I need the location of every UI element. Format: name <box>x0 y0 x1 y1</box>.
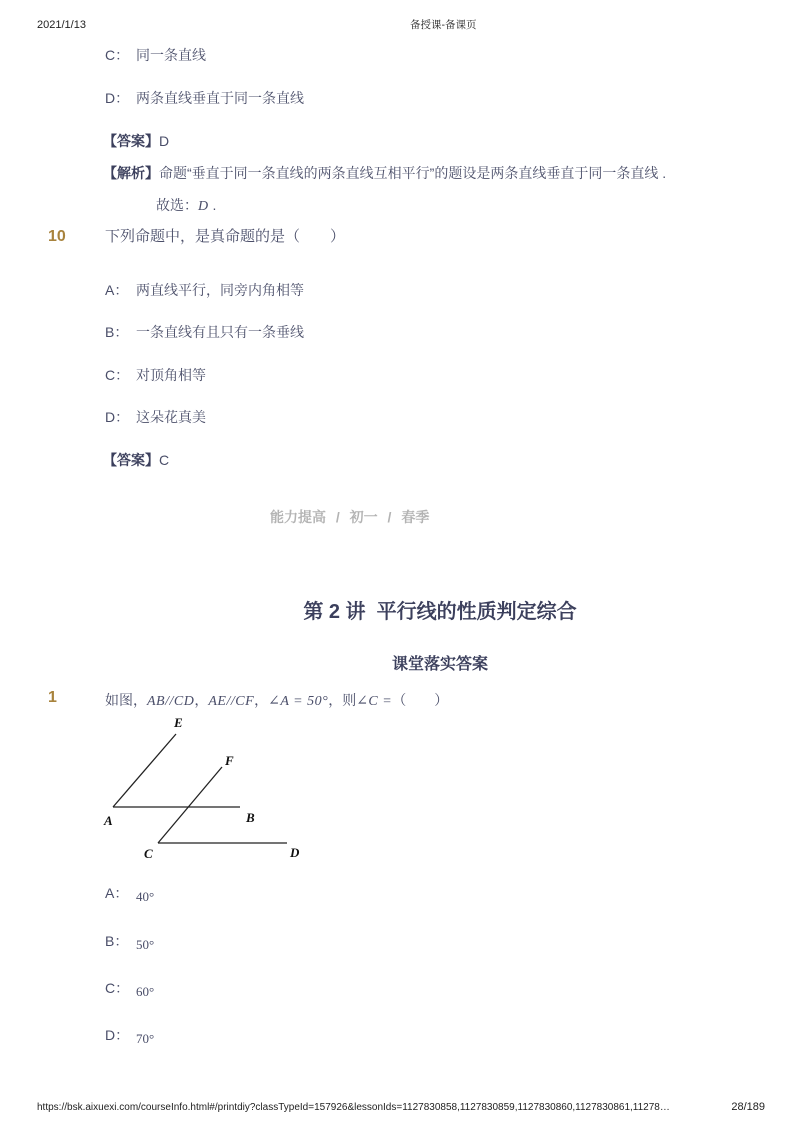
stem-math: ∠C = <box>356 694 393 709</box>
conclusion-prefix: 故选： <box>156 197 198 213</box>
option-letter: A： <box>105 282 129 298</box>
point-label-b: B <box>246 810 255 825</box>
stem-math: ∠A = 50° <box>268 694 329 709</box>
option-d <box>105 1026 154 1045</box>
point-label-c: C <box>144 846 153 861</box>
option-value: 70° <box>136 1031 155 1046</box>
option-letter: A： <box>105 885 129 901</box>
point-label-d: D <box>290 845 300 860</box>
lesson-subtitle: 课堂落实答案 <box>391 656 488 673</box>
option-letter: C： <box>105 367 130 383</box>
option-c <box>105 46 206 64</box>
option-c <box>105 366 206 384</box>
stem-math: AB//CD <box>147 694 195 709</box>
point-label-e: E <box>174 715 183 730</box>
question-stem: 下列命题中，是真命题的是（ ） <box>105 228 346 245</box>
stem-text: （ ） <box>392 692 449 708</box>
option-letter: D： <box>105 1027 130 1043</box>
analysis-label: 【解析】 <box>103 165 159 181</box>
option-c <box>105 979 154 998</box>
option-text: 同一条直线 <box>136 47 206 63</box>
option-letter: D： <box>105 409 130 425</box>
print-url: https://bsk.aixuexi.com/courseInfo.html#/printdiy?classTypeId=157926&lessonIds=1127830858,1127830859,1127830860,1127830861,11278… <box>37 1102 670 1113</box>
option-b <box>105 323 304 341</box>
option-text: 对顶角相等 <box>136 367 206 383</box>
line-cf <box>158 767 222 843</box>
answer-line <box>103 451 169 469</box>
option-a <box>105 884 154 903</box>
answer-value: D <box>159 133 170 149</box>
option-text: 这朵花真美 <box>136 409 206 425</box>
option-text: 两条直线垂直于同一条直线 <box>136 90 304 106</box>
analysis-text: 命题“垂直于同一条直线的两条直线互相平行”的题设是两条直线垂直于同一条直线 . <box>159 165 667 181</box>
conclusion-line <box>156 196 216 216</box>
print-page-title: 备授课-备课页 <box>410 19 477 31</box>
conclusion-letter: D <box>198 199 209 214</box>
question-number: 10 <box>48 228 66 245</box>
stem-text: ， <box>194 692 209 708</box>
answer-label: 【答案】 <box>103 133 159 149</box>
answer-value: C <box>159 452 170 468</box>
option-d <box>105 89 304 107</box>
question-number: 1 <box>48 689 57 706</box>
answer-line <box>103 132 169 150</box>
option-value: 40° <box>136 889 155 904</box>
stem-text: 如图， <box>105 692 147 708</box>
stem-math: AE//CF <box>208 694 255 709</box>
option-letter: D： <box>105 90 130 106</box>
option-text: 一条直线有且只有一条垂线 <box>136 324 304 340</box>
question-stem <box>105 691 448 711</box>
line-ae <box>113 734 176 807</box>
option-d <box>105 408 206 426</box>
print-date: 2021/1/13 <box>37 19 86 31</box>
option-letter: C： <box>105 47 130 63</box>
option-value: 60° <box>136 984 155 999</box>
stem-text: ，则 <box>328 692 357 708</box>
option-text: 两直线平行，同旁内角相等 <box>136 282 304 298</box>
parallel-lines-diagram <box>100 710 320 865</box>
lesson-title: 第 2 讲 平行线的性质判定综合 <box>303 601 577 623</box>
answer-label: 【答案】 <box>103 452 159 468</box>
option-value: 50° <box>136 937 155 952</box>
conclusion-suffix: . <box>208 197 217 213</box>
page-counter: 28/189 <box>731 1101 765 1113</box>
point-label-f: F <box>225 753 234 768</box>
point-label-a: A <box>104 813 113 828</box>
option-a <box>105 281 304 299</box>
section-tag: 能力提高 / 初一 / 春季 <box>270 509 430 525</box>
option-letter: B： <box>105 324 129 340</box>
analysis-line <box>103 164 666 182</box>
stem-text: ， <box>254 692 269 708</box>
option-letter: B： <box>105 933 129 949</box>
option-letter: C： <box>105 980 130 996</box>
option-b <box>105 932 154 951</box>
